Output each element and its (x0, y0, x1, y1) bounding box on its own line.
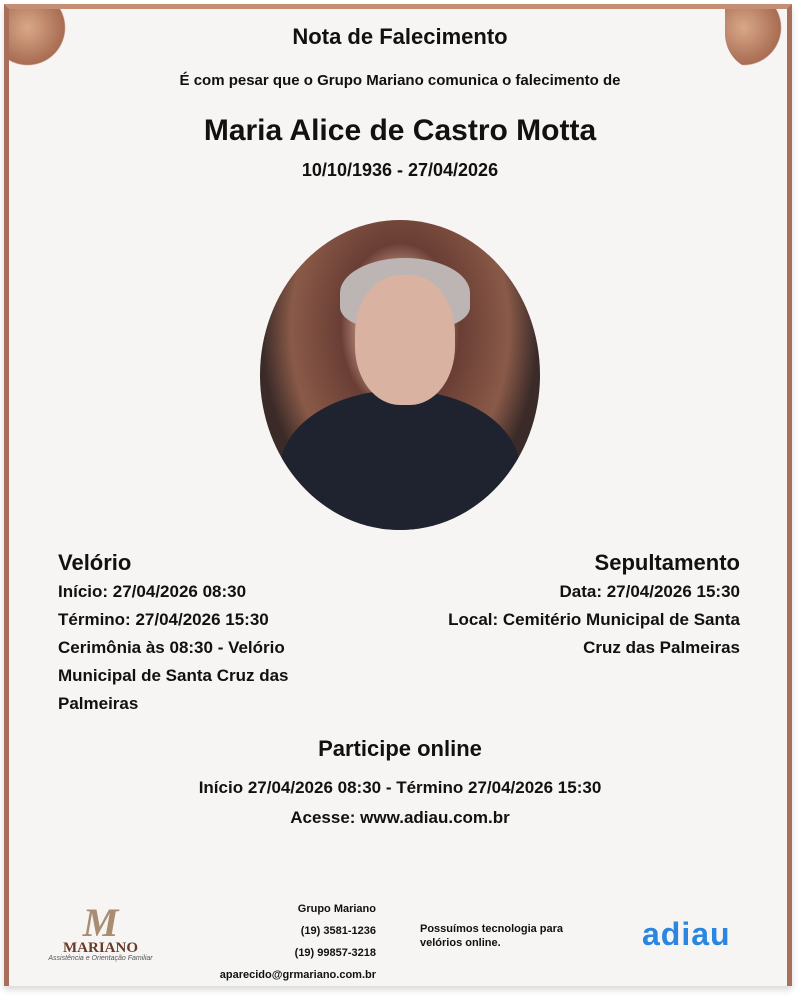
sepultamento-location: Local: Cemitério Municipal de Santa Cruz das Palmeiras (448, 610, 740, 657)
contact-company: Grupo Mariano (297, 903, 376, 915)
sepultamento-heading: Sepultamento (594, 550, 740, 575)
online-url[interactable]: Acesse: www.adiau.com.br (290, 808, 510, 827)
deceased-name: Maria Alice de Castro Motta (203, 114, 597, 147)
sepultamento-section (420, 548, 740, 662)
page-title: Nota de Falecimento (292, 24, 508, 49)
adiau-logo: adiau (642, 916, 731, 952)
velorio-heading: Velório (58, 550, 132, 575)
velorio-end: Término: 27/04/2026 15:30 (58, 610, 269, 629)
velorio-section (58, 548, 358, 718)
velorio-start: Início: 27/04/2026 08:30 (58, 582, 247, 601)
contact-email[interactable]: aparecido@grmariano.com.br (219, 969, 376, 981)
contact-phone-2: (19) 99857-3218 (294, 947, 376, 959)
portrait-photo (260, 220, 540, 530)
grupo-mariano-logo: M MARIANO Assistência e Orientação Familiar (48, 900, 153, 962)
life-dates: 10/10/1936 - 27/04/2026 (301, 160, 499, 180)
velorio-ceremony: Cerimônia às 08:30 - Velório Municipal de Santa Cruz das Palmeiras (58, 638, 289, 713)
intro-text: É com pesar que o Grupo Mariano comunica o falecimento de (179, 72, 621, 89)
tech-note: Possuímos tecnologia para velórios online. (420, 923, 564, 949)
contact-info (220, 898, 376, 986)
sepultamento-date: Data: 27/04/2026 15:30 (559, 582, 740, 601)
contact-phone-1: (19) 3581-1236 (300, 925, 376, 937)
online-heading: Participe online (318, 736, 482, 761)
online-times: Início 27/04/2026 08:30 - Término 27/04/2026 15:30 (198, 778, 602, 797)
